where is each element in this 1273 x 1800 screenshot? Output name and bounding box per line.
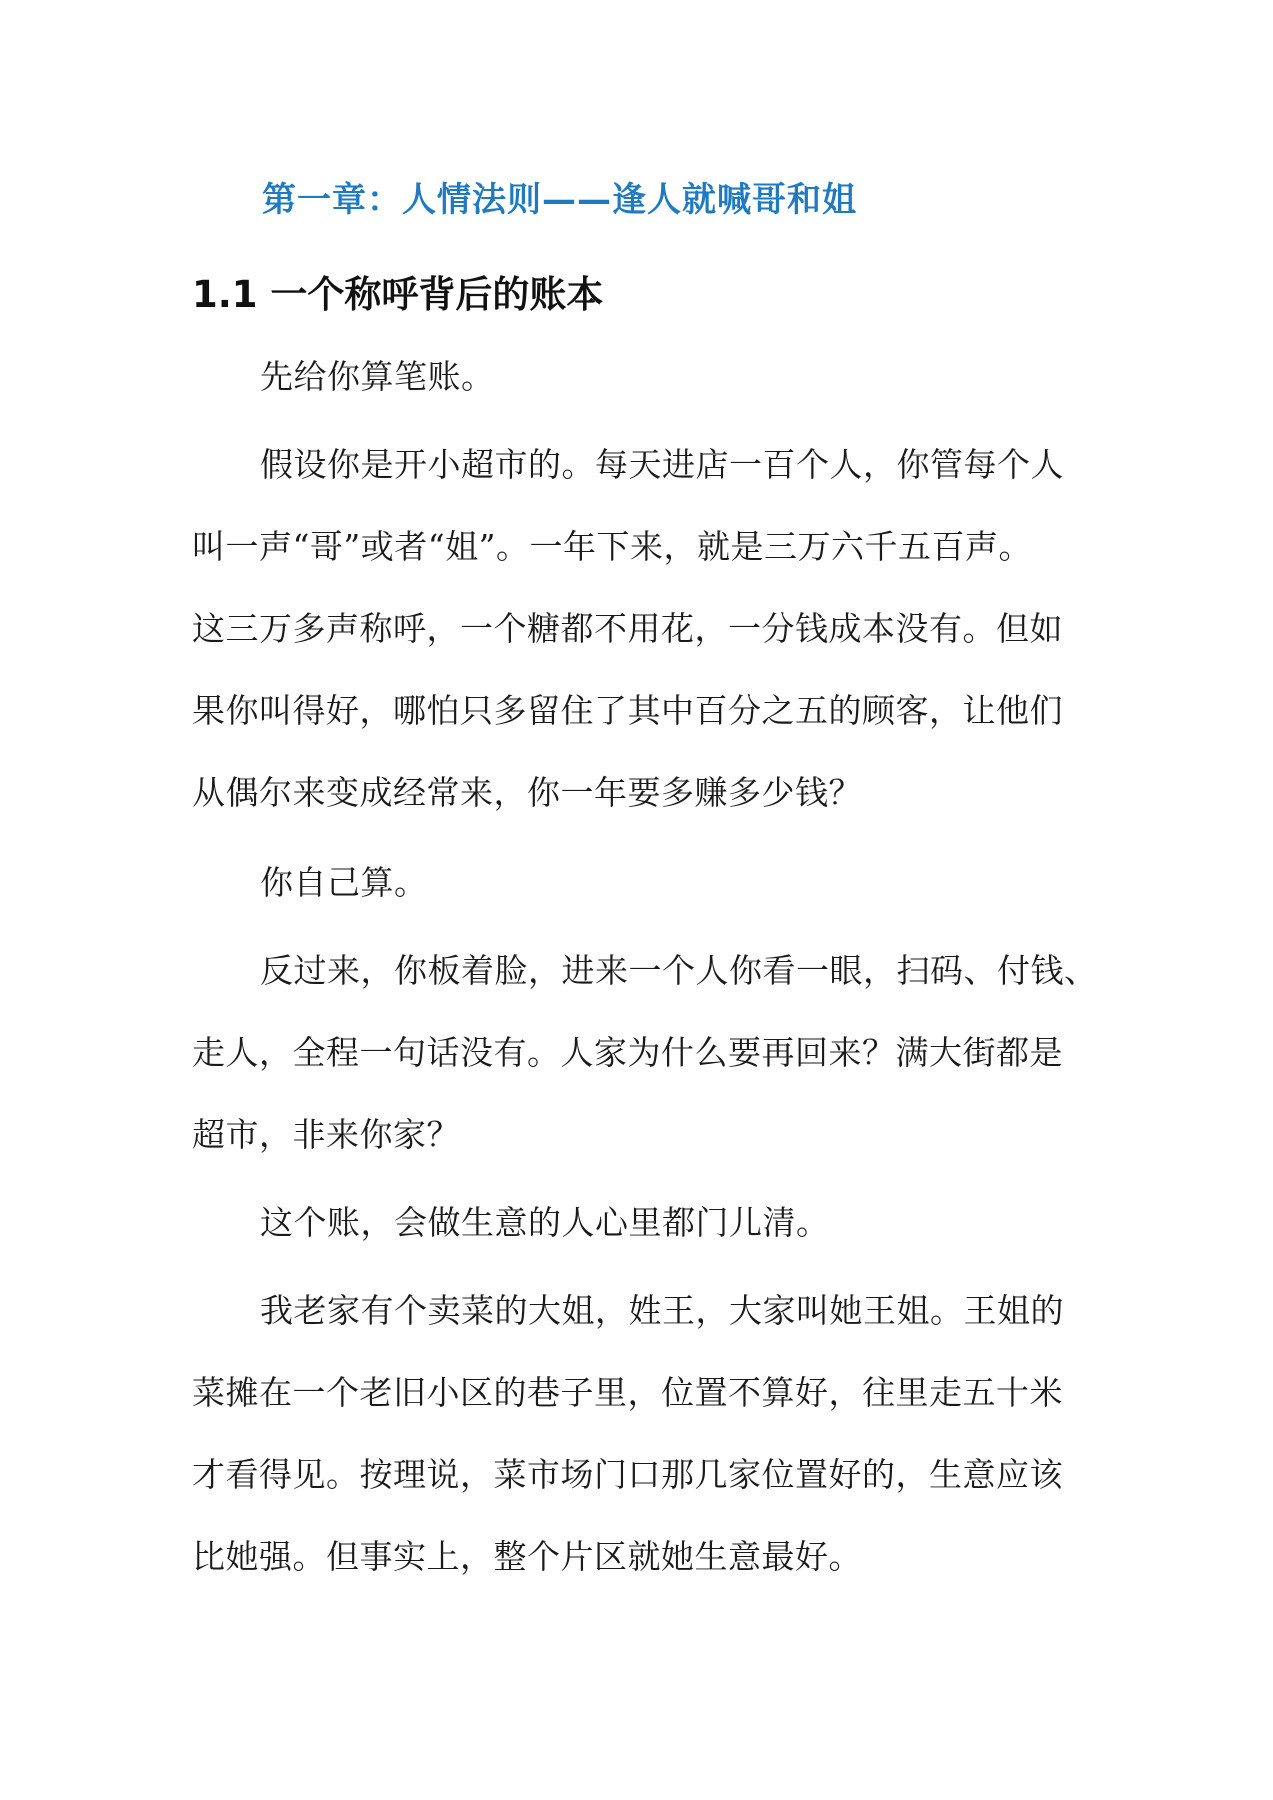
paragraph-line: 超市，非来你家？ <box>192 1115 460 1154</box>
paragraph-4 <box>192 930 1098 1176</box>
paragraph-6 <box>192 1270 1092 1598</box>
paragraph-line: 假设你是开小超市的。每天进店一百个人，你管每个人 <box>260 445 1064 484</box>
paragraph-5 <box>192 1182 1092 1264</box>
paragraph-line: 比她强。但事实上，整个片区就她生意最好。 <box>192 1537 862 1576</box>
paragraph-line: 从偶尔来变成经常来，你一年要多赚多少钱？ <box>192 773 862 812</box>
paragraph-line: 先给你算笔账。 <box>260 357 495 396</box>
paragraph-line: 反过来，你板着脸，进来一个人你看一眼，扫码、付钱、 <box>260 951 1098 990</box>
paragraph-line: 我老家有个卖菜的大姐，姓王，大家叫她王姐。王姐的 <box>260 1291 1064 1330</box>
paragraph-3 <box>192 842 1092 924</box>
paragraph-1 <box>192 336 1092 418</box>
paragraph-line: 才看得见。按理说，菜市场门口那几家位置好的，生意应该 <box>192 1455 1063 1494</box>
paragraph-line: 这个账，会做生意的人心里都门儿清。 <box>260 1203 830 1242</box>
paragraph-line: 菜摊在一个老旧小区的巷子里，位置不算好，往里走五十米 <box>192 1373 1063 1412</box>
paragraph-2 <box>192 424 1092 834</box>
paragraph-line: 叫一声“哥”或者“姐”。一年下来，就是三万六千五百声。 <box>192 527 1032 566</box>
section-title: 1.1 一个称呼背后的账本 <box>192 273 604 316</box>
paragraph-line: 果你叫得好，哪怕只多留住了其中百分之五的顾客，让他们 <box>192 691 1063 730</box>
chapter-title: 第一章：人情法则——逢人就喊哥和姐 <box>262 180 857 220</box>
paragraph-line: 你自己算。 <box>260 863 428 902</box>
paragraph-line: 这三万多声称呼，一个糖都不用花，一分钱成本没有。但如 <box>192 609 1063 648</box>
paragraph-line: 走人，全程一句话没有。人家为什么要再回来？满大街都是 <box>192 1033 1063 1072</box>
